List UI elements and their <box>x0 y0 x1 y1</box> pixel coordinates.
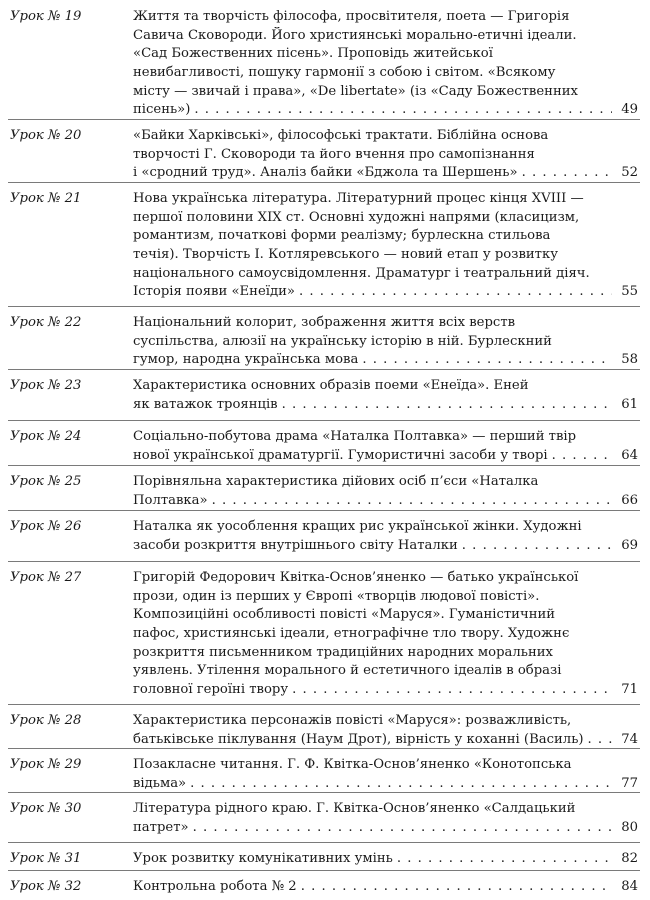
description-line <box>133 101 638 120</box>
description-line: Характеристика персонажів повісті «Маруся»: розважливість, <box>133 713 572 728</box>
dot-leader <box>190 775 612 794</box>
page-number: 55 <box>621 284 638 300</box>
description-line-text: і «сродний труд». Аналіз байки «Бджола та Шершень» <box>133 165 518 181</box>
dot-leader <box>588 731 612 750</box>
lesson-description <box>133 377 638 414</box>
lesson-number: Урок № 28 <box>10 713 82 728</box>
description-line: Савича Сковороди. Його християнські морально-етичні ідеали. <box>133 27 577 43</box>
description-line: Література рідного краю. Г. Квітка-Основ’яненко «Салдацький <box>133 801 576 816</box>
description-line: «Байки Харківські», філософські трактати. Біблійна основа <box>133 128 549 143</box>
description-line <box>133 819 638 838</box>
dot-leader <box>397 850 612 869</box>
description-line: Григорій Федорович Квітка-Основ’яненко — батько української <box>133 570 579 585</box>
divider-rule <box>8 182 640 183</box>
page-number: 69 <box>621 537 638 553</box>
page-number: 66 <box>621 492 638 508</box>
description-line: Композиційні особливості повісті «Маруся». Гуманістичний <box>133 607 556 623</box>
divider-rule <box>8 704 640 705</box>
description-line: прози, один із перших у Європі «творців людової повісті». <box>133 588 540 604</box>
lesson-description <box>133 878 638 897</box>
description-line <box>133 492 638 511</box>
description-line-text: відьма» <box>133 775 187 791</box>
description-line: Нова українська література. Літературний процес кінця XVIII — <box>133 191 584 206</box>
description-line: романтизм, початкові форми реалізму; бурлескна стильова <box>133 228 551 244</box>
description-line <box>133 164 638 183</box>
lesson-number: Урок № 31 <box>10 851 82 866</box>
description-line-text: пісень») <box>133 102 191 118</box>
description-line-text: гумор, народна українська мова <box>133 352 359 368</box>
lesson-description <box>133 850 638 869</box>
description-line: уявлень. Утілення морального й естетичного ідеалів в образі <box>133 663 562 679</box>
description-line: Порівняльна характеристика дійових осіб п’єси «Наталка <box>133 474 539 489</box>
description-line-text: нової української драматургії. Гумористичні засоби у творі <box>133 447 548 463</box>
divider-rule <box>8 119 640 120</box>
lesson-description <box>133 756 638 793</box>
description-line: невибагливості, пошуку гармонії з собою і світом. «Всякому <box>133 65 556 81</box>
lesson-number: Урок № 20 <box>10 128 82 143</box>
page-number: 49 <box>621 102 638 118</box>
lesson-description <box>133 800 638 837</box>
description-line: Наталка як уособлення кращих рис української жінки. Художні <box>133 519 582 534</box>
description-line-text: засоби розкриття внутрішнього світу Наталки <box>133 537 458 553</box>
description-line: Соціально-побутова драма «Наталка Полтавка» — перший твір <box>133 429 577 444</box>
dot-leader <box>292 681 612 700</box>
page-number: 52 <box>621 165 638 181</box>
dot-leader <box>301 878 612 897</box>
description-line: розкриття письменником традиційних народних моральних <box>133 644 553 660</box>
dot-leader <box>299 283 612 302</box>
dot-leader <box>212 492 612 511</box>
page-number: 61 <box>621 396 638 412</box>
lesson-number: Урок № 27 <box>10 570 82 585</box>
description-line-text: головної героїні твору <box>133 682 289 698</box>
description-line <box>133 878 638 897</box>
lesson-description <box>133 518 638 555</box>
page-number: 77 <box>621 775 638 791</box>
description-line: Життя та творчість філософа, просвітителя, поета — Григорія <box>133 9 570 24</box>
lesson-number: Урок № 23 <box>10 378 82 393</box>
description-line-text: патрет» <box>133 819 189 835</box>
page-number: 64 <box>621 447 638 463</box>
divider-rule <box>8 465 640 466</box>
description-line: Національний колорит, зображення життя всіх верств <box>133 315 516 330</box>
divider-rule <box>8 561 640 562</box>
description-line <box>133 283 638 302</box>
lesson-number: Урок № 24 <box>10 429 82 444</box>
description-line <box>133 850 638 869</box>
description-line-text: Урок розвитку комунікативних умінь <box>133 851 393 866</box>
description-line-text: Полтавка» <box>133 492 208 508</box>
description-line <box>133 775 638 794</box>
lesson-number: Урок № 30 <box>10 801 82 816</box>
lesson-description <box>133 190 638 302</box>
lesson-number: Урок № 26 <box>10 519 82 534</box>
lesson-description <box>133 473 638 510</box>
divider-rule <box>8 420 640 421</box>
lesson-description <box>133 314 638 370</box>
lesson-number: Урок № 32 <box>10 879 82 894</box>
page-number: 58 <box>621 352 638 368</box>
page-number: 84 <box>621 879 638 894</box>
dot-leader <box>552 447 612 466</box>
description-line: суспільства, алюзії на українську історію в ній. Бурлескний <box>133 333 552 349</box>
divider-rule <box>8 842 640 843</box>
lesson-description <box>133 428 638 465</box>
lesson-description <box>133 8 638 120</box>
description-line: пафос, християнські ідеали, етнографічне тло твору. Художнє <box>133 626 570 642</box>
lesson-description <box>133 712 638 749</box>
dot-leader <box>462 537 612 556</box>
divider-rule <box>8 748 640 749</box>
description-line-text: Контрольна робота № 2 <box>133 879 297 894</box>
page-number: 74 <box>621 731 638 747</box>
divider-rule <box>8 510 640 511</box>
lesson-number: Урок № 19 <box>10 9 82 24</box>
description-line-text: як ватажок троянців <box>133 396 278 412</box>
lesson-description <box>133 127 638 183</box>
description-line: першої половини XIX ст. Основні художні напрями (класицизм, <box>133 209 580 225</box>
lesson-description <box>133 569 638 700</box>
description-line: творчості Г. Сковороди та його вчення про самопізнання <box>133 146 535 162</box>
divider-rule <box>8 369 640 370</box>
description-line: національного самоусвідомлення. Драматург і театральний діяч. <box>133 265 590 281</box>
description-line <box>133 681 638 700</box>
dot-leader <box>193 819 612 838</box>
dot-leader <box>362 351 612 370</box>
description-line-text: Історія появи «Енеїди» <box>133 284 295 300</box>
page-number: 82 <box>621 851 638 866</box>
divider-rule <box>8 792 640 793</box>
lesson-number: Урок № 22 <box>10 315 82 330</box>
description-line: Позакласне читання. Г. Ф. Квітка-Основ’яненко «Конотопська <box>133 757 572 772</box>
dot-leader <box>282 396 612 415</box>
description-line: Характеристика основних образів поеми «Енеїда». Еней <box>133 378 529 393</box>
divider-rule <box>8 306 640 307</box>
description-line: течія). Творчість І. Котляревського — новий етап у розвитку <box>133 247 558 263</box>
page-number: 80 <box>621 819 638 835</box>
description-line <box>133 731 638 750</box>
divider-rule <box>8 870 640 871</box>
page-number: 71 <box>621 682 638 698</box>
dot-leader <box>522 164 612 183</box>
description-line: «Сад Божественних пісень». Проповідь житейської <box>133 46 493 62</box>
description-line <box>133 396 638 415</box>
description-line <box>133 447 638 466</box>
description-line-text: батьківське піклування (Наум Дрот), вірність у коханні (Василь) <box>133 731 584 747</box>
lesson-number: Урок № 29 <box>10 757 82 772</box>
dot-leader <box>194 101 612 120</box>
lesson-number: Урок № 21 <box>10 191 82 206</box>
description-line <box>133 351 638 370</box>
lesson-number: Урок № 25 <box>10 474 82 489</box>
description-line <box>133 537 638 556</box>
description-line: місту — звичай і права», «De libertate» (із «Саду Божественних <box>133 83 578 99</box>
